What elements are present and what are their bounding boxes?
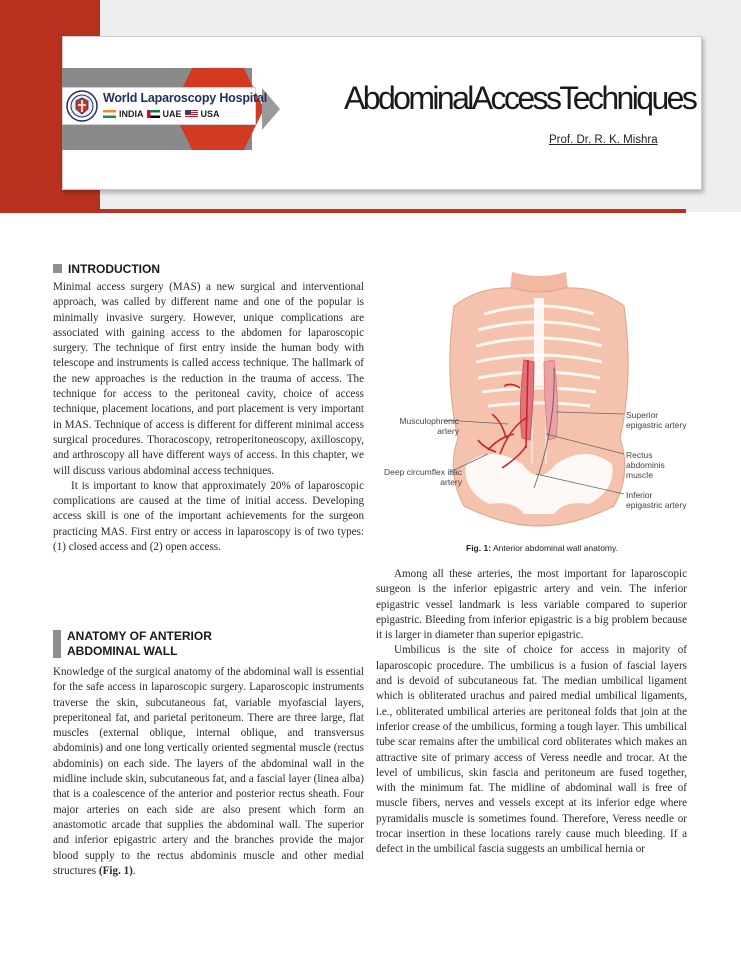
author-link[interactable]: Prof. Dr. R. K. Mishra — [549, 134, 658, 146]
logo-countries — [103, 109, 220, 119]
fig-1-reference[interactable]: (Fig. 1) — [98, 864, 133, 877]
label-rectus-abdominis-muscle: Rectus abdominis muscle — [626, 450, 665, 480]
caption-text: Anterior abdominal wall anatomy. — [492, 543, 618, 553]
right-paragraph-2: Umbilicus is the site of choice for access in majority of laparoscopic procedure. The umbilicus is a fusion of fascial layers and is devoid of subcutaneous fat. The median umbilical ligament which is obliterated urachus and paired medial umbilical ligaments, i.e., obliterated umbilical arteries are peritoneal folds that join at the inferior crease of the umbilicus, forming a tough layer. This umbilical tube scar remains after the umbilical cord obliterates which makes an attractive site of primary access of Veress needle and trocar. At the level of umbilicus, skin fascia and peritoneum are fused together, with the minimum fat. The midline of abdominal wall is free of muscle fibers, nerves and vessels except at its inferior edge where pyramidalis muscle is sometimes found. Therefore, Veress needle or trocar insertion in these locations rarely cause much bleeding. If a defect in the umbilical fascia suggests an umbilical hernia or — [376, 644, 687, 856]
country-uae: UAE — [162, 109, 182, 119]
figure-caption — [432, 543, 652, 553]
introduction-paragraph-2: It is important to know that approximately 20% of laparoscopic complications are caused at the time of initial access. Developing access skill is one of the important achievements for the surgeon practicing MAS. First entry or access in laparoscopy is of two types: (1) closed access and (2) open access. — [53, 479, 364, 554]
usa-flag-icon — [185, 110, 198, 118]
india-flag-icon — [103, 110, 116, 118]
introduction-body — [53, 280, 364, 555]
logo-hospital-name: World Laparoscopy Hospital — [103, 91, 268, 105]
uae-flag-icon — [147, 110, 160, 118]
anatomy-body — [53, 665, 364, 879]
label-superior-epigastric-artery: Superior epigastric artery — [626, 410, 687, 430]
anatomy-paragraph-end: . — [132, 864, 136, 877]
anatomy-paragraph — [53, 665, 364, 879]
right-column-body — [376, 567, 687, 858]
anatomy-heading — [67, 629, 212, 659]
introduction-heading — [53, 262, 160, 276]
right-paragraph-1: Among all these arteries, the most important for laparoscopic surgeon is the inferior epigastric artery and vein. The inferior epigastric vessel landmark is less variable compared to superior epigastric. Bleeding from inferior epigastric is a big problem because it is larger in diameter than superior epigastric. — [376, 568, 687, 642]
country-usa: USA — [200, 109, 220, 119]
introduction-paragraph-1: Minimal access surgery (MAS) a new surgical and interventional approach, was called by different name and one of the popular is minimally invasive surgery. However, unique complications are associated with gaining access to the abdomen for laparoscopic surgery. The technique of first entry inside the human body with telescope and instruments is called access technique. The hallmark of the new approaches is the reduction in the trauma of access. The technique for access to the peritoneal cavity, choice of access technique, placement locations, and port placement is very important in MAS. Technique of access is different for different minimal access surgical procedures. Thoracoscopy, retroperitoneoscopy, axilloscopy, and arthroscopy all have different ways of access. In this chapter, we will discuss various abdominal access techniques. — [53, 281, 364, 477]
anatomy-paragraph-text: Knowledge of the surgical anatomy of the abdominal wall is essential for the safe access in laparoscopic surgery. Laparoscopic instruments traverse the skin, subcutaneous fat, variable myofascial layers, preperitoneal fat, and parietal peritoneum. There are three large, flat muscles (external oblique, internal oblique, and transversus abdominis) and one long vertically oriented segmental muscle (rectus abdominis) on each side. The layers of the abdominal wall in the midline include skin, subcutaneous fat, and a fascial layer (linea alba) that is a coalescence of the anterior and posterior rectus sheath. Four major arteries on each side are also present which form an anastomotic arcade that supplies the abdominal wall. The superior and inferior epigastric artery and the branches provide the major blood supply to the rectus abdominis muscle and other medial structures — [53, 666, 364, 877]
header-red-stripe — [0, 209, 686, 213]
section-bar-icon — [53, 630, 61, 658]
label-inferior-epigastric-artery: Inferior epigastric artery — [626, 490, 687, 510]
section-square-icon — [53, 264, 62, 273]
label-deep-circumflex-iliac-artery: Deep circumflex iliac artery — [384, 467, 462, 487]
hospital-emblem-icon — [66, 90, 98, 122]
page-title: AbdominalAccessTechniques — [344, 80, 696, 116]
country-india: INDIA — [119, 109, 144, 119]
anatomy-heading-line-2: ABDOMINAL WALL — [67, 644, 178, 658]
hospital-logo — [62, 87, 268, 125]
anatomy-heading-line-1: ANATOMY OF ANTERIOR — [67, 629, 212, 643]
caption-prefix: Fig. 1: — [466, 543, 492, 553]
introduction-heading-text: INTRODUCTION — [68, 262, 160, 276]
label-musculophrenic-artery: Musculophrenic artery — [399, 416, 459, 436]
